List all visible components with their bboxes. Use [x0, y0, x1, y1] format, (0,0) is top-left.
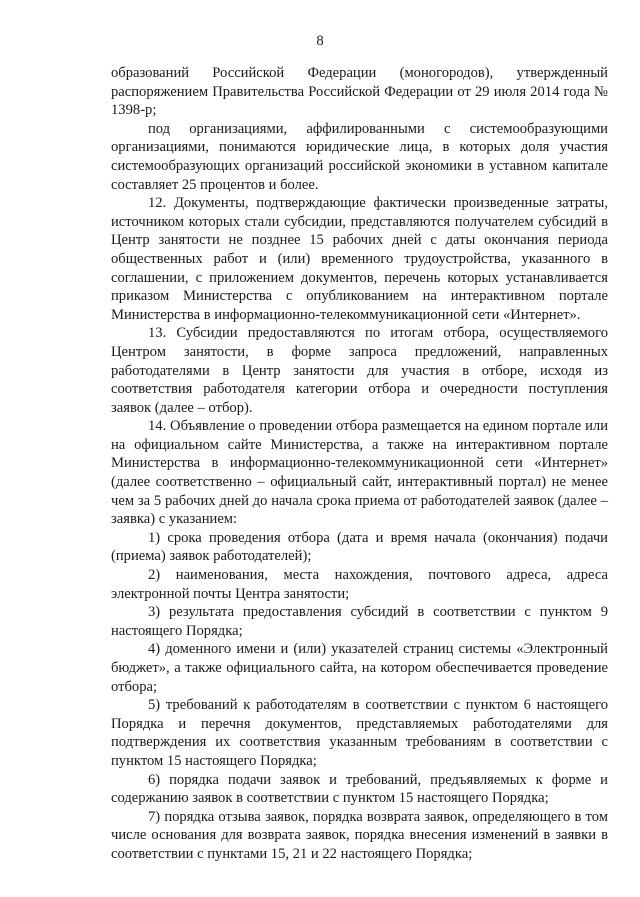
document-body: [111, 64, 608, 864]
list-item-6: 6) порядка подачи заявок и требований, предъявляемых к форме и содержанию заявок в соответствии с пунктом 15 настоящего Порядка;: [111, 771, 608, 807]
paragraph-clause-12: 12. Документы, подтверждающие фактически произведенные затраты, источником которых стали субсидии, представляются получателем субсидий в Центр занятости не позднее 15 рабочих дней с даты окончания периода общественных работ и (или) временного трудоустройства, указанного в соглашении, с приложением документов, перечень которых устанавливается приказом Министерства с опубликованием на интерактивном портале Министерства в информационно-телекоммуникационной сети «Интернет».: [111, 195, 608, 323]
paragraph-clause-13: 13. Субсидии предоставляются по итогам отбора, осуществляемого Центром занятости, в форме запроса предложений, направленных работодателями в Центр занятости для участия в отборе, исходя из соответствия работодателя категории отбора и очередности поступления заявок (далее – отбор).: [111, 325, 608, 416]
paragraph-clause-14: 14. Объявление о проведении отбора размещается на едином портале или на официальном сайте Министерства, а также на интерактивном портале Министерства в информационно-телекоммуникационной сети «Интернет» (далее соответственно – официальный сайт, интерактивный портал) не менее чем за 5 рабочих дней до начала срока приема от работодателей заявок (далее – заявка) с указанием:: [111, 418, 608, 528]
list-item-7: 7) порядка отзыва заявок, порядка возврата заявок, определяющего в том числе основания для возврата заявок, порядка внесения изменений в заявки в соответствии с пунктами 15, 21 и 22 настоящего Порядка;: [111, 808, 608, 862]
list-item-4: 4) доменного имени и (или) указателей страниц системы «Электронный бюджет», а также официального сайта, на котором обеспечивается проведение отбора;: [111, 641, 608, 695]
list-item-2: 2) наименования, места нахождения, почтового адреса, адреса электронной почты Центра занятости;: [111, 567, 608, 602]
page-number: 8: [316, 33, 324, 49]
list-item-5: 5) требований к работодателям в соответствии с пунктом 6 настоящего Порядка и перечня документов, представляемых работодателями для подтверждения их соответствия указанным требованиям в соответствии с пунктом 15 настоящего Порядка;: [111, 697, 608, 769]
list-item-1: 1) срока проведения отбора (дата и время начала (окончания) подачи (приема) заявок работодателей);: [111, 529, 608, 565]
paragraph-affiliated-definition: под организациями, аффилированными с системообразующими организациями, понимаются юридические лица, в которых доля участия системообразующих организаций российской экономики в уставном капитале составляет 25 процентов и более.: [111, 120, 608, 193]
list-item-3: 3) результата предоставления субсидий в соответствии с пунктом 9 настоящего Порядка;: [111, 604, 608, 639]
paragraph-continuation: образований Российской Федерации (моногородов), утвержденный распоряжением Правительства Российской Федерации от 29 июля 2014 года № 1398-р;: [111, 65, 608, 119]
